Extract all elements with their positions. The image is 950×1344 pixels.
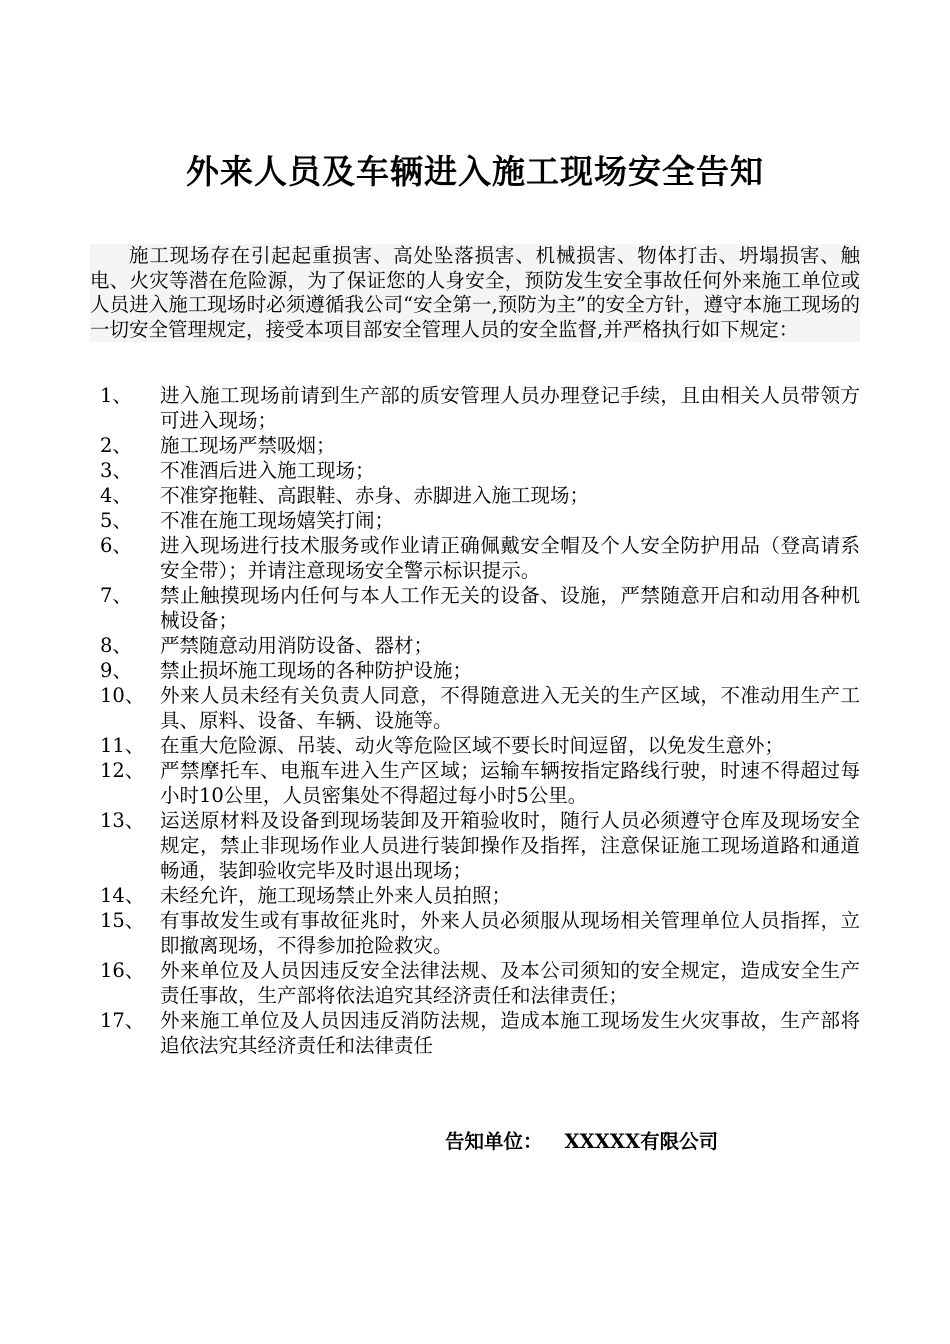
rule-number: 15、	[100, 909, 145, 932]
rule-text: 外来施工单位及人员因违反消防法规，造成本施工现场发生火灾事故，生产部将追依法究其经济责任和法律责任	[160, 1009, 860, 1057]
rule-number: 5、	[100, 509, 132, 532]
rule-number: 3、	[100, 459, 132, 482]
rule-text: 进入现场进行技术服务或作业请正确佩戴安全帽及个人安全防护用品（登高请系安全带）；并请注意现场安全警示标识提示。	[160, 534, 860, 582]
rule-number: 10、	[100, 684, 145, 707]
rule-item	[100, 433, 870, 458]
rule-item	[100, 583, 870, 633]
rule-text: 不准酒后进入施工现场；	[160, 459, 375, 482]
rule-item	[100, 883, 870, 908]
page-title: 外来人员及车辆进入施工现场安全告知	[186, 152, 764, 191]
rule-text: 严禁摩托车、电瓶车进入生产区域；运输车辆按指定路线行驶，时速不得超过每小时10公里，人员密集处不得超过每小时5公里。	[160, 759, 860, 807]
rule-text: 禁止损坏施工现场的各种防护设施；	[160, 659, 473, 682]
rule-item	[100, 533, 870, 583]
rule-number: 2、	[100, 434, 132, 457]
signature-company: XXXXX有限公司	[564, 1130, 719, 1153]
rule-item	[100, 508, 870, 533]
rule-text: 严禁随意动用消防设备、器材；	[160, 634, 434, 657]
rule-number: 16、	[100, 959, 145, 982]
rule-number: 1、	[100, 384, 132, 407]
rule-number: 8、	[100, 634, 132, 657]
rule-text: 外来单位及人员因违反安全法律法规、及本公司须知的安全规定，造成安全生产责任事故，生产部将依法追究其经济责任和法律责任；	[160, 959, 860, 1007]
rule-item	[100, 483, 870, 508]
rule-item	[100, 958, 870, 1008]
rule-item	[100, 658, 870, 683]
rule-number: 9、	[100, 659, 132, 682]
rule-text: 施工现场严禁吸烟；	[160, 434, 336, 457]
rule-number: 4、	[100, 484, 132, 507]
rule-text: 在重大危险源、吊装、动火等危险区域不要长时间逗留，以免发生意外；	[160, 734, 785, 757]
rule-text: 禁止触摸现场内任何与本人工作无关的设备、设施，严禁随意开启和动用各种机械设备；	[160, 584, 860, 632]
rule-text: 有事故发生或有事故征兆时，外来人员必须服从现场相关管理单位人员指挥，立即撤离现场，不得参加抢险救灾。	[160, 909, 860, 957]
rule-item	[100, 683, 870, 733]
rule-item	[100, 908, 870, 958]
rule-number: 14、	[100, 884, 145, 907]
rule-item	[100, 633, 870, 658]
rules-list	[100, 383, 870, 1058]
rule-text: 未经允许，施工现场禁止外来人员拍照；	[160, 884, 512, 907]
rule-text: 外来人员未经有关负责人同意，不得随意进入无关的生产区域，不准动用生产工具、原料、设备、车辆、设施等。	[160, 684, 860, 732]
rule-item	[100, 733, 870, 758]
intro-paragraph: 施工现场存在引起起重损害、高处坠落损害、机械损害、物体打击、坍塌损害、触电、火灾等潜在危险源，为了保证您的人身安全，预防发生安全事故任何外来施工单位或人员进入施工现场时必须遵循我公司“安全第一,预防为主”的安全方针，遵守本施工现场的一切安全管理规定，接受本项目部安全管理人员的安全监督,并严格执行如下规定：	[90, 244, 860, 341]
rule-item	[100, 383, 870, 433]
rule-number: 17、	[100, 1009, 145, 1032]
rule-item	[100, 808, 870, 883]
rule-number: 6、	[100, 534, 132, 557]
rule-text: 不准穿拖鞋、高跟鞋、赤身、赤脚进入施工现场；	[160, 484, 590, 507]
rule-number: 11、	[100, 734, 145, 757]
rule-number: 12、	[100, 759, 145, 782]
rule-text: 不准在施工现场嬉笑打闹；	[160, 509, 395, 532]
rule-item	[100, 458, 870, 483]
signature-block	[445, 1128, 718, 1156]
signature-label: 告知单位：	[445, 1130, 543, 1153]
rule-number: 13、	[100, 809, 145, 832]
rule-item	[100, 1008, 870, 1058]
rule-number: 7、	[100, 584, 132, 607]
rule-text: 进入施工现场前请到生产部的质安管理人员办理登记手续，且由相关人员带领方可进入现场；	[160, 384, 860, 432]
rule-item	[100, 758, 870, 808]
rule-text: 运送原材料及设备到现场装卸及开箱验收时，随行人员必须遵守仓库及现场安全规定，禁止非现场作业人员进行装卸操作及指挥，注意保证施工现场道路和通道畅通，装卸验收完毕及时退出现场；	[160, 809, 860, 882]
